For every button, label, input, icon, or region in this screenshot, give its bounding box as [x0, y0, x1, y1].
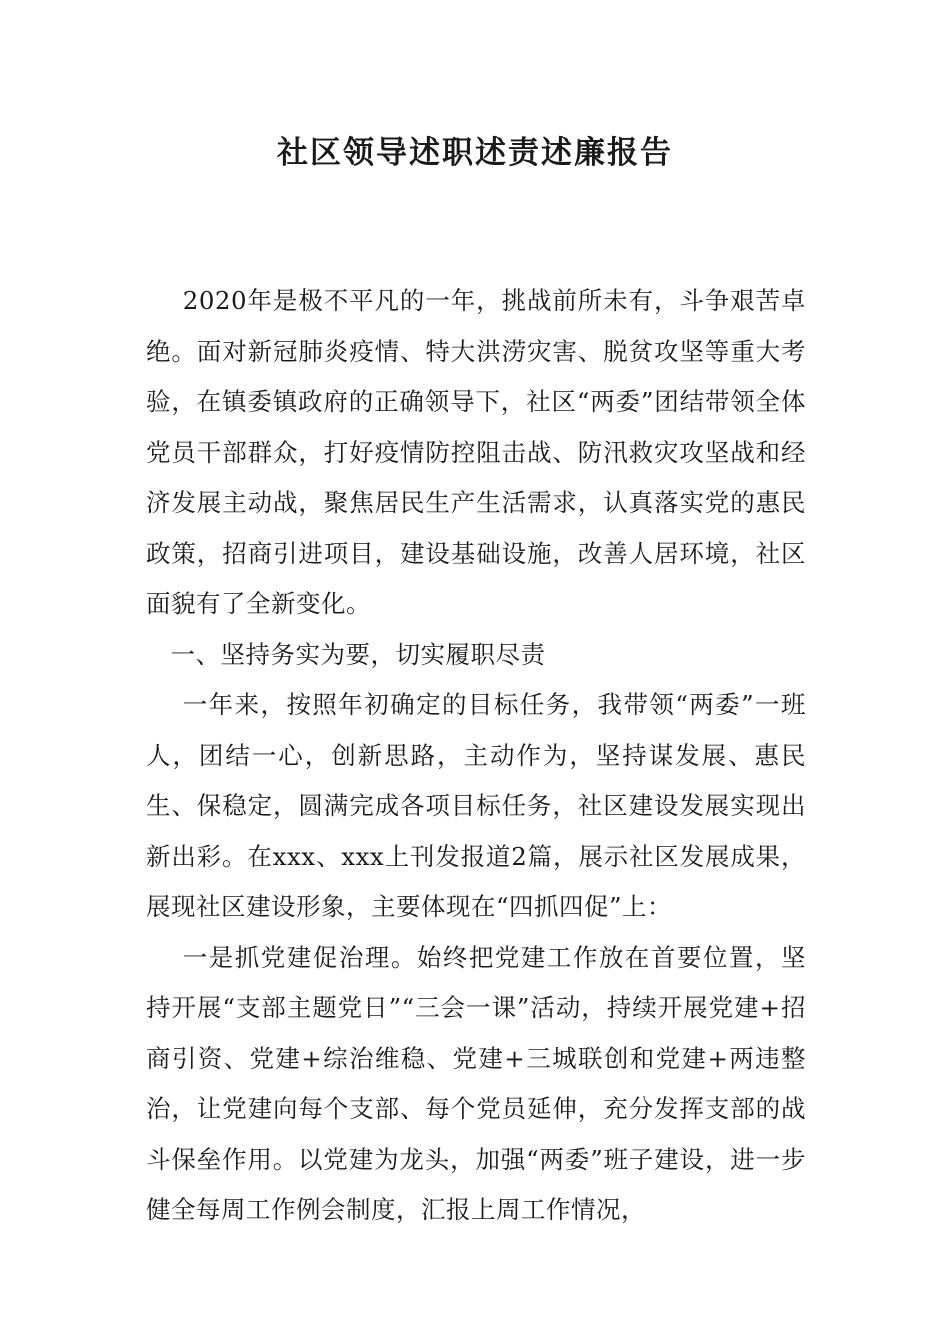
document-title: 社区领导述职述责述廉报告 — [277, 135, 673, 171]
body-paragraph: 一年来，按照年初确定的目标任务，我带领“两委”一班人，团结一心，创新思路，主动作为，坚持谋发展、惠民生、保稳定，圆满完成各项目标任务，社区建设发展实现出新出彩。在xxx、xxx上刊发报道2篇，展示社区发展成果，展现社区建设形象，主要体现在“四抓四促”上： — [146, 690, 806, 921]
document-body — [146, 276, 806, 1236]
section-heading: 一、坚持务实为要，切实履职尽责 — [170, 639, 546, 669]
intro-paragraph: 2020年是极不平凡的一年，挑战前所未有，斗争艰苦卓绝。面对新冠肺炎疫情、特大洪涝灾害、脱贫攻坚等重大考验，在镇委镇政府的正确领导下，社区“两委”团结带领全体党员干部群众，打好疫情防控阻击战、防汛救灾攻坚战和经济发展主动战，聚焦居民生产生活需求，认真落实党的惠民政策，招商引进项目，建设基础设施，改善人居环境，社区面貌有了全新变化。 — [146, 286, 806, 618]
body-paragraph: 一是抓党建促治理。始终把党建工作放在首要位置，坚持开展“支部主题党日”“三会一课”活动，持续开展党建+招商引资、党建+综治维稳、党建+三城联创和党建+两违整治，让党建向每个支部、每个党员延伸，充分发挥支部的战斗保垒作用。以党建为龙头，加强“两委”班子建设，进一步健全每周工作例会制度，汇报上周工作情况， — [146, 942, 806, 1224]
